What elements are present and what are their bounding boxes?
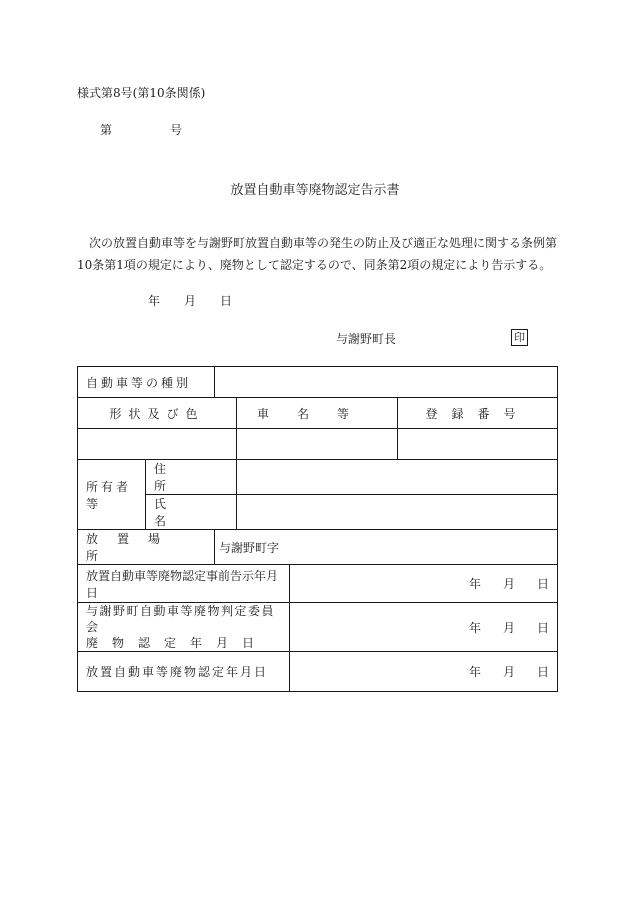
issuer-name: 与謝野町長 [336,332,397,346]
body-line-2: 10条第1項の規定により、廃物として認定するので、同条第2項の規定により告示する。 [77,258,552,272]
owner-label: 所有者等 [78,460,146,530]
certification-date-value[interactable]: 年 月 日 [290,652,558,692]
address-value[interactable] [237,460,558,495]
location-value[interactable]: 与謝野町字 [215,530,558,565]
table-row [78,652,558,692]
table-row [78,460,558,495]
issue-date-day: 日 [220,294,233,308]
location-label: 放置場所 [78,530,215,565]
table-row [78,495,558,530]
pre-notice-date-label: 放置自動車等廃物認定事前告示年月日 [78,565,290,603]
vehicle-type-label: 自動車等の種別 [78,367,215,398]
seal-mark: 印 [511,329,528,346]
certification-date-label: 放置自動車等廃物認定年月日 [78,652,290,692]
registration-number-header: 登録番号 [398,398,558,429]
table-row [78,530,558,565]
car-name-header: 車名等 [237,398,398,429]
table-row [78,565,558,603]
car-name-value[interactable] [237,429,398,460]
doc-number-suffix: 号 [170,123,183,137]
registration-number-value[interactable] [398,429,558,460]
document-number [100,121,182,138]
table-row [78,429,558,460]
shape-color-value[interactable] [78,429,237,460]
table-row [78,603,558,652]
address-label: 住所 [146,460,237,495]
body-line-1: 次の放置自動車等を与謝野町放置自動車等の発生の防止及び適正な処理に関する条例第 [89,236,558,250]
doc-number-prefix: 第 [100,123,113,137]
vehicle-type-value[interactable] [215,367,558,398]
issue-date [148,292,232,309]
name-value[interactable] [237,495,558,530]
shape-color-header: 形状及び色 [78,398,237,429]
committee-date-label [78,603,290,652]
committee-label-line-2: 廃物認定年月日 [86,636,269,650]
document-title: 放置自動車等廃物認定告示書 [230,183,400,198]
form-number-label: 様式第8号(第10条関係) [77,86,206,100]
committee-label-line-1: 与謝野町自動車等廃物判定委員会 [86,604,276,634]
table-row [78,367,558,398]
name-label: 氏名 [146,495,237,530]
table-row [78,398,558,429]
issue-date-year: 年 [148,294,161,308]
issue-date-month: 月 [184,294,197,308]
notice-body [77,232,563,276]
vehicle-info-table [77,366,558,692]
committee-date-value[interactable]: 年 月 日 [290,603,558,652]
pre-notice-date-value[interactable]: 年 月 日 [290,565,558,603]
